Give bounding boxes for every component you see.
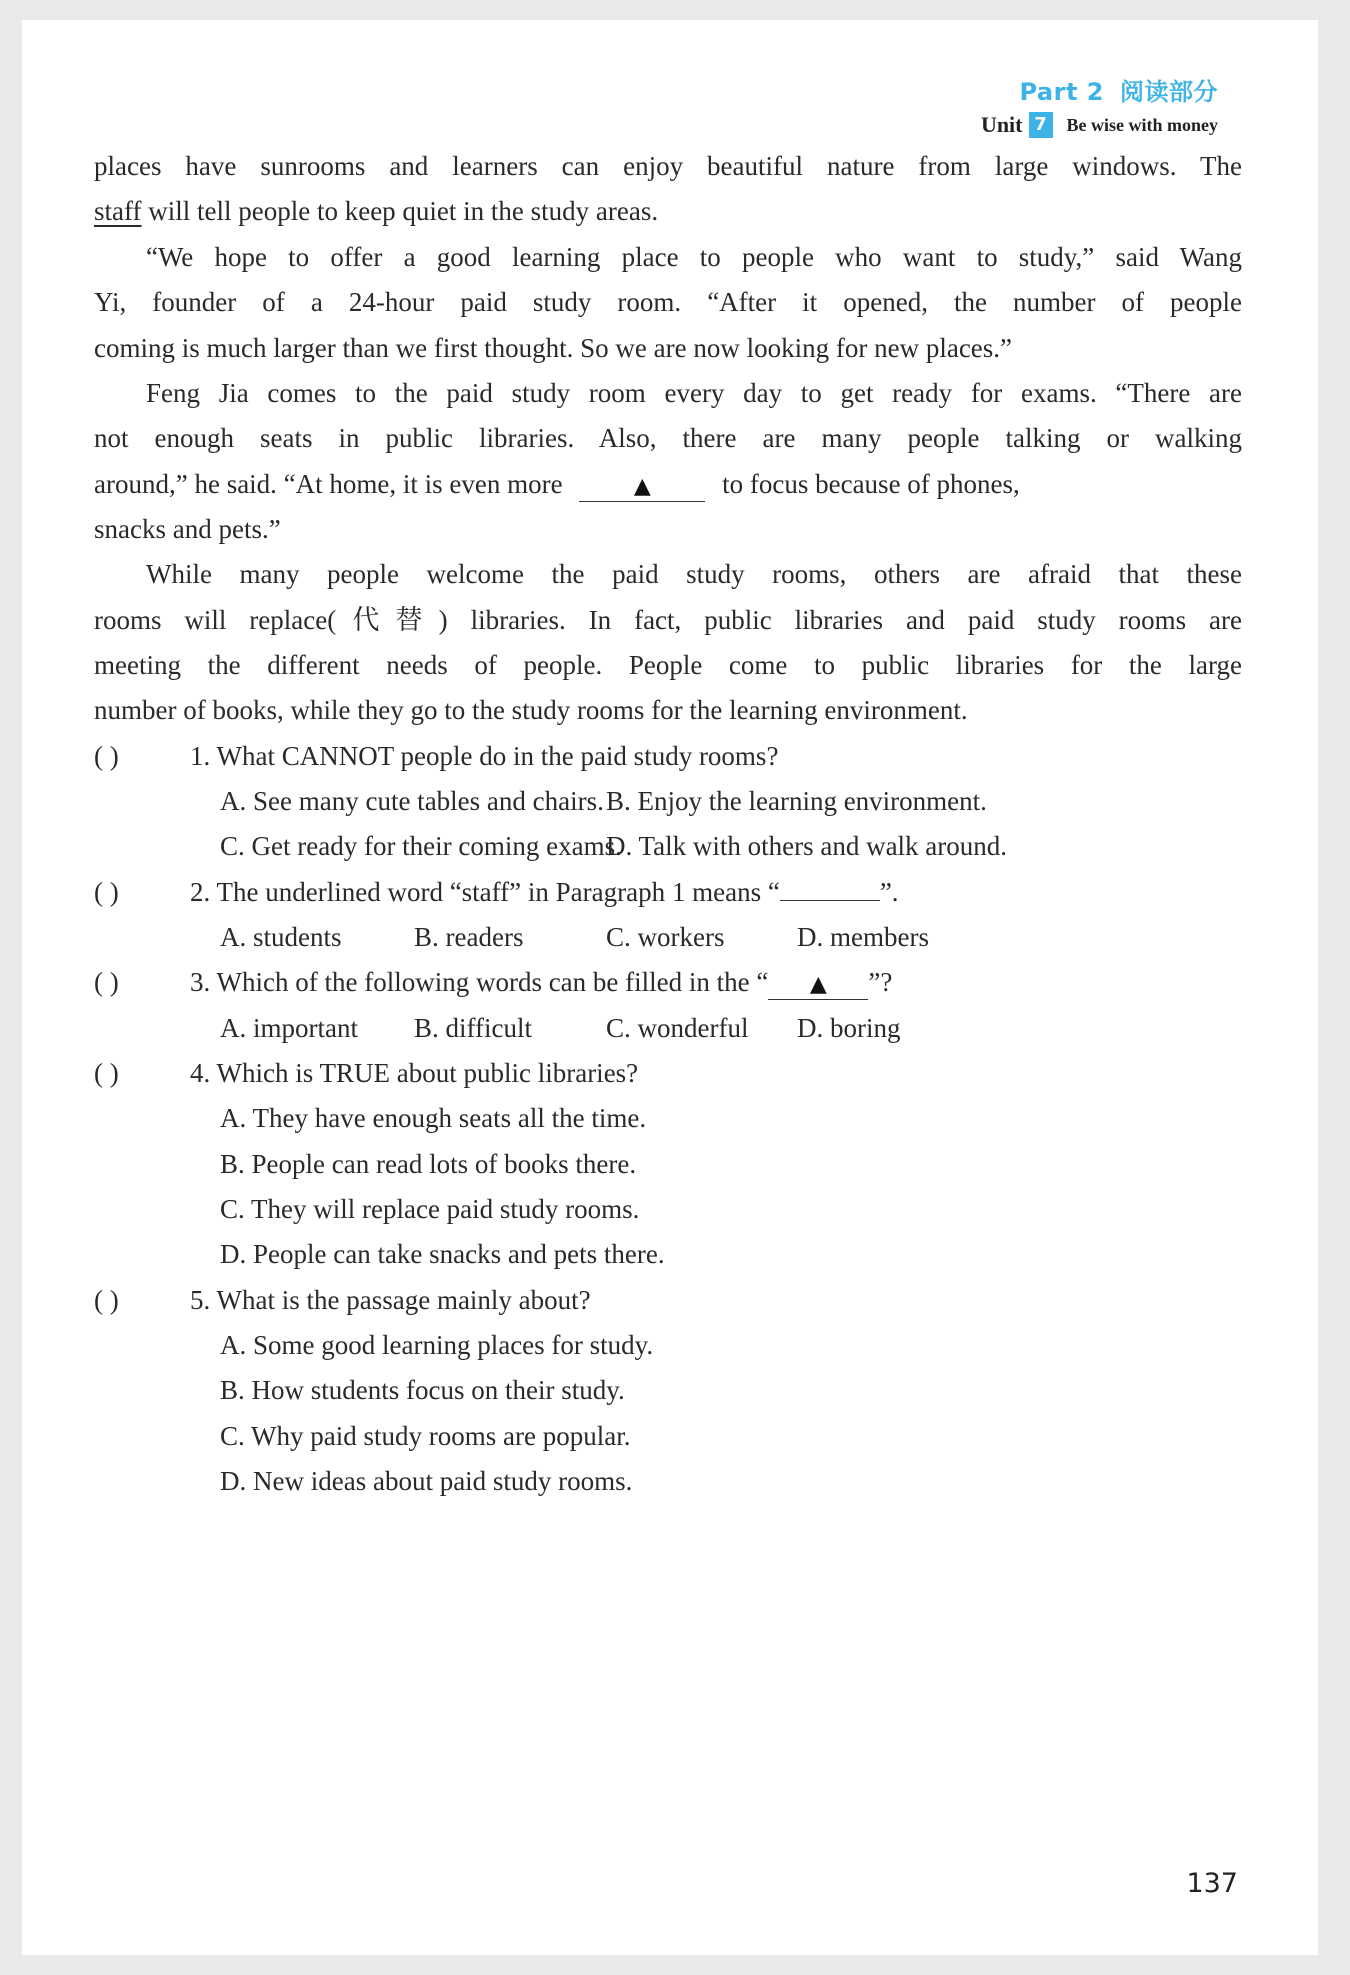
option-a: A. Some good learning places for study. — [220, 1330, 654, 1360]
passage-line: number of books, while they go to the study rooms for the learning environment. — [94, 695, 968, 725]
option-c: C. Why paid study rooms are popular. — [220, 1421, 631, 1451]
option-a: A. See many cute tables and chairs. — [220, 786, 604, 816]
unit-label: Unit — [980, 112, 1023, 137]
question-text: 5. What is the passage mainly about? — [190, 1285, 591, 1315]
option-c: C. They will replace paid study rooms. — [220, 1194, 640, 1224]
unit-number-badge: 7 — [1029, 112, 1053, 138]
answer-blank — [579, 470, 705, 502]
passage-line: meeting the different needs of people. People come to public libraries for the large — [94, 650, 1242, 680]
option-b: B. readers — [414, 922, 524, 952]
answer-box[interactable]: ( ) — [94, 1058, 119, 1088]
triangle-marker-icon: ▲ — [633, 474, 651, 499]
option-d: D. People can take snacks and pets there. — [220, 1239, 665, 1269]
option-b: B. How students focus on their study. — [220, 1375, 625, 1405]
option-c: C. workers — [606, 922, 725, 952]
triangle-marker-icon: ▲ — [809, 972, 827, 997]
option-c: C. Get ready for their coming exams. — [220, 831, 622, 861]
option-a: A. They have enough seats all the time. — [220, 1103, 647, 1133]
option-d: D. Talk with others and walk around. — [606, 831, 1008, 861]
question-text: 3. Which of the following words can be filled in the “ ▲ ”? — [190, 964, 892, 1000]
answer-box[interactable]: ( ) — [94, 741, 119, 771]
question-text: 2. The underlined word “staff” in Paragraph 1 means “ ”. — [190, 877, 899, 907]
question-text: 1. What CANNOT people do in the paid study rooms? — [190, 741, 779, 771]
part-title-cn: 阅读部分 — [1120, 78, 1218, 106]
question-text: 4. Which is TRUE about public libraries? — [190, 1058, 639, 1088]
answer-box[interactable]: ( ) — [94, 967, 119, 997]
option-d: D. New ideas about paid study rooms. — [220, 1466, 633, 1496]
passage-line: not enough seats in public libraries. Also, there are many people talking or walking — [94, 423, 1242, 453]
passage-line: coming is much larger than we first thought. So we are now looking for new places.” — [94, 333, 1013, 363]
passage-line: snacks and pets.” — [94, 514, 281, 544]
passage-line: places have sunrooms and learners can enjoy beautiful nature from large windows. The — [94, 151, 1242, 181]
option-a: A. important — [220, 1013, 358, 1043]
option-b: B. People can read lots of books there. — [220, 1149, 637, 1179]
passage-line: rooms will replace(代替) libraries. In fact, public libraries and paid study rooms are — [94, 605, 1242, 635]
passage-line: “We hope to offer a good learning place to people who want to study,” said Wang — [146, 242, 1242, 272]
passage-line: Yi, founder of a 24-hour paid study room. “After it opened, the number of people — [94, 287, 1242, 317]
part-label: Part 2 — [1019, 78, 1104, 106]
answer-box[interactable]: ( ) — [94, 877, 119, 907]
page-number: 137 — [1186, 1868, 1238, 1899]
workbook-page — [22, 20, 1318, 1955]
answer-box[interactable]: ( ) — [94, 1285, 119, 1315]
unit-title: Be wise with money — [1066, 114, 1218, 135]
passage-line: Feng Jia comes to the paid study room every day to get ready for exams. “There are — [146, 378, 1242, 408]
answer-blank — [780, 900, 880, 901]
option-b: B. difficult — [414, 1013, 532, 1043]
option-b: B. Enjoy the learning environment. — [606, 786, 987, 816]
answer-blank — [768, 968, 868, 1000]
passage-line: staff will tell people to keep quiet in the study areas. — [94, 196, 659, 226]
underlined-word-staff: staff — [94, 196, 142, 226]
option-d: D. boring — [797, 1013, 901, 1043]
section-header — [1019, 72, 1218, 107]
option-a: A. students — [220, 922, 342, 952]
option-c: C. wonderful — [606, 1013, 749, 1043]
option-d: D. members — [797, 922, 929, 952]
passage-line: While many people welcome the paid study rooms, others are afraid that these — [146, 559, 1242, 589]
passage-line: around,” he said. “At home, it is even more ▲ to focus because of phones, — [94, 466, 1020, 502]
unit-header — [981, 112, 1218, 138]
